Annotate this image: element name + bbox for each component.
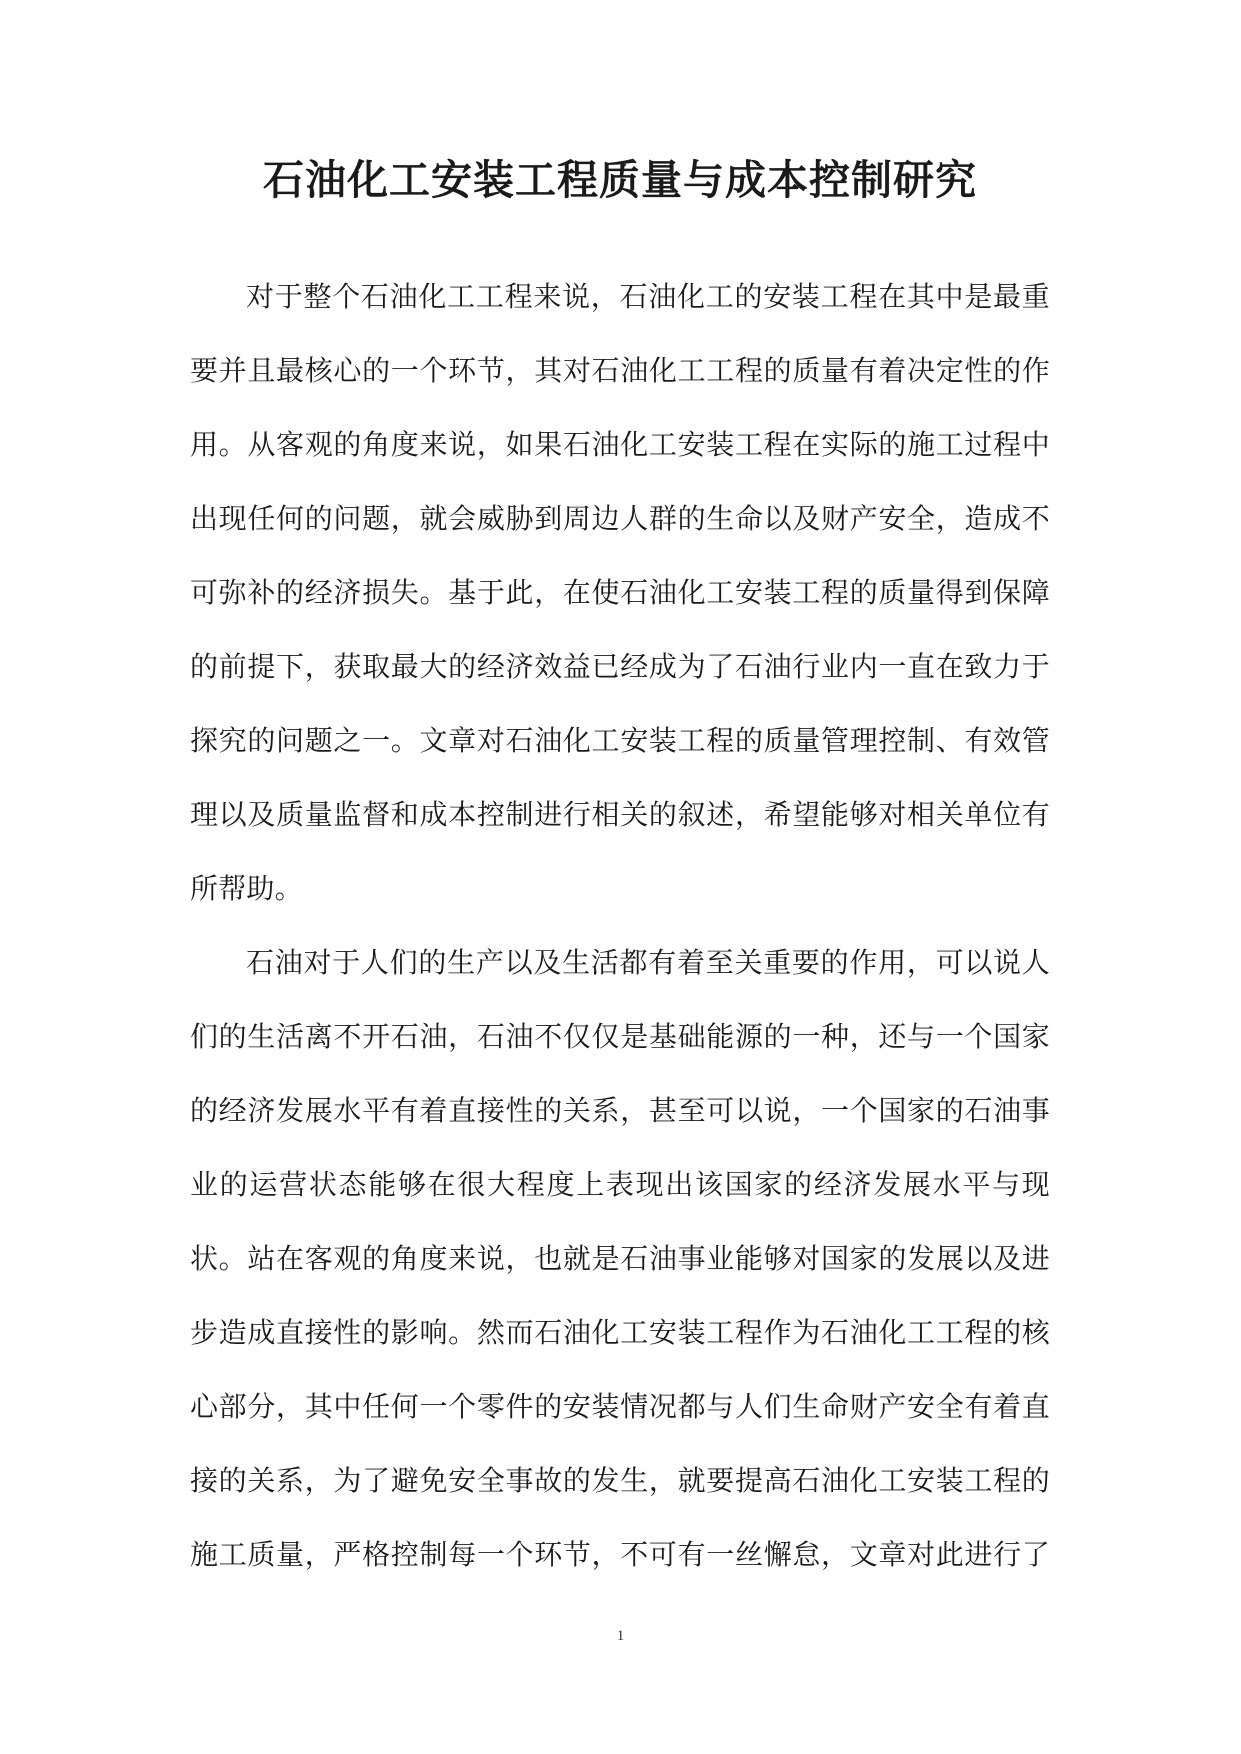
text-line: 业的运营状态能够在很大程度上表现出该国家的经济发展水平与现 <box>190 1168 1050 1201</box>
paragraph-2 <box>190 926 1050 1592</box>
text-line: 状。站在客观的角度来说，也就是石油事业能够对国家的发展以及进 <box>190 1242 1050 1275</box>
text-line: 们的生活离不开石油，石油不仅仅是基础能源的一种，还与一个国家 <box>190 1020 1050 1053</box>
text-line: 步造成直接性的影响。然而石油化工安装工程作为石油化工工程的核 <box>190 1316 1050 1349</box>
text-line: 所帮助。 <box>190 872 303 905</box>
text-line: 的前提下，获取最大的经济效益已经成为了石油行业内一直在致力于 <box>190 650 1050 683</box>
text-line: 施工质量，严格控制每一个环节，不可有一丝懈怠，文章对此进行了 <box>190 1538 1050 1571</box>
text-line: 出现任何的问题，就会威胁到周边人群的生命以及财产安全，造成不 <box>190 502 1050 535</box>
text-line: 用。从客观的角度来说，如果石油化工安装工程在实际的施工过程中 <box>190 428 1050 461</box>
text-line: 接的关系，为了避免安全事故的发生，就要提高石油化工安装工程的 <box>190 1464 1050 1497</box>
text-line: 探究的问题之一。文章对石油化工安装工程的质量管理控制、有效管 <box>190 724 1050 757</box>
paragraph-1 <box>190 260 1050 926</box>
text-line: 理以及质量监督和成本控制进行相关的叙述，希望能够对相关单位有 <box>190 798 1050 831</box>
text-line: 的经济发展水平有着直接性的关系，甚至可以说，一个国家的石油事 <box>190 1094 1050 1127</box>
document-body <box>190 260 1050 1592</box>
text-line: 可弥补的经济损失。基于此，在使石油化工安装工程的质量得到保障 <box>190 576 1050 609</box>
text-line: 心部分，其中任何一个零件的安装情况都与人们生命财产安全有着直 <box>190 1390 1050 1423</box>
text-line: 石油对于人们的生产以及生活都有着至关重要的作用，可以说人 <box>246 946 1050 979</box>
text-line: 要并且最核心的一个环节，其对石油化工工程的质量有着决定性的作 <box>190 354 1050 387</box>
text-line: 对于整个石油化工工程来说，石油化工的安装工程在其中是最重 <box>246 280 1050 313</box>
page-number: 1 <box>616 1628 625 1644</box>
document-title: 石油化工安装工程质量与成本控制研究 <box>263 156 977 204</box>
